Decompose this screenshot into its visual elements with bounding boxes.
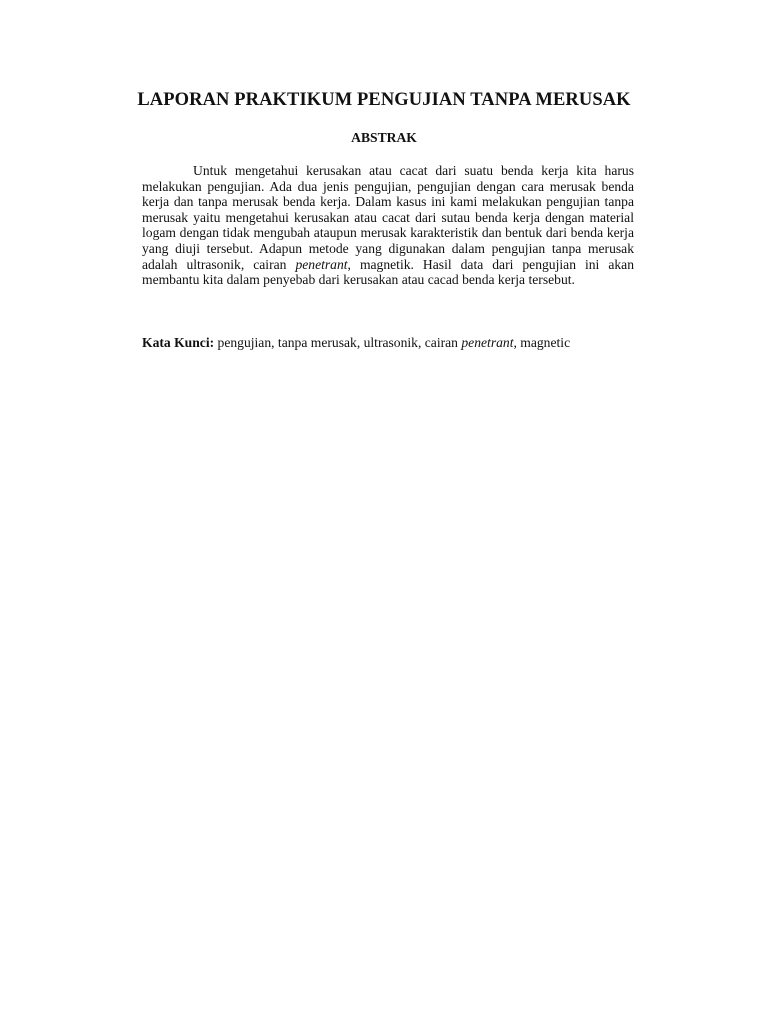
keywords-line bbox=[142, 335, 634, 351]
abstract-text-part2: , magnetik. Hasil data dari pengujian ini akan membantu kita dalam penyebab dari kerusakan atau cacad benda kerja tersebut. bbox=[142, 256, 634, 288]
document-title: LAPORAN PRAKTIKUM PENGUJIAN TANPA MERUSAK bbox=[137, 90, 631, 110]
abstract-paragraph bbox=[142, 163, 634, 288]
abstract-italic-term: penetrant bbox=[295, 256, 348, 272]
keywords-text-part1: pengujian, tanpa merusak, ultrasonik, cairan bbox=[214, 335, 462, 350]
abstract-text-part1: Untuk mengetahui kerusakan atau cacat dari suatu benda kerja kita harus melakukan pengujian. Ada dua jenis pengujian, pengujian dengan cara merusak benda kerja dan tanpa merusak benda kerja. Dalam kasus ini kami melakukan pengujian tanpa merusak yaitu mengetahui kerusakan atau cacat dari sutau benda kerja dengan material logam dengan tidak mengubah ataupun merusak karakteristik dan bentuk dari benda kerja yang diuji tersebut. Adapun metode yang digunakan dalam pengujian tanpa merusak adalah ultrasonik, cairan bbox=[142, 163, 634, 272]
abstract-heading: ABSTRAK bbox=[351, 130, 417, 145]
keywords-text-part2: , magnetic bbox=[513, 335, 571, 350]
keywords-label: Kata Kunci: bbox=[142, 335, 215, 350]
keywords-italic-term: penetrant bbox=[461, 335, 514, 350]
